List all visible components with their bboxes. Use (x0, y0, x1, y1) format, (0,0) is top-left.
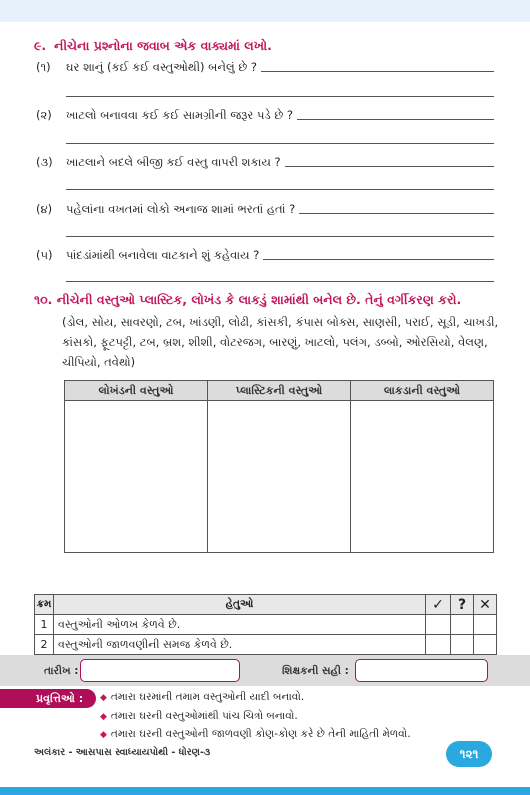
q9-title: નીચેના પ્રશ્નોના જવાબ એક વાક્યમાં લખો. (54, 38, 272, 53)
q10-number: ૧૦. (34, 292, 53, 307)
column-header-iron: લોખંડની વસ્તુઓ (65, 381, 208, 401)
answer-line[interactable] (66, 96, 494, 97)
q9-heading (34, 38, 272, 54)
answer-line[interactable] (285, 166, 494, 167)
q10-heading (34, 292, 461, 308)
cross-icon: ✕ (474, 595, 497, 615)
question-number: (૩) (36, 155, 53, 169)
column-header-plastic: પ્લાસ્ટિકની વસ્તુઓ (208, 381, 351, 401)
date-label: તારીખ : (44, 665, 79, 677)
q10-title: નીચેની વસ્તુઓ પ્લાસ્ટિક, લોખંડ કે લાકડું શામાંથી બનેલ છે. તેનું વર્ગીકરણ કરો. (56, 292, 462, 307)
answer-line[interactable] (261, 71, 494, 72)
question-mark-icon: ? (451, 595, 474, 615)
answer-line[interactable] (66, 281, 494, 282)
column-header-wood: લાકડાની વસ્તુઓ (351, 381, 494, 401)
objective-text: વસ્તુઓની જાળવણીની સમજ કેળવે છે. (54, 635, 426, 655)
teacher-signature-label: શિક્ષકની સહી : (282, 665, 349, 677)
check-cell[interactable] (426, 615, 451, 635)
question-number: (૫) (36, 248, 53, 262)
question-row (36, 108, 494, 123)
check-icon: ✓ (426, 595, 451, 615)
question-number: (૧) (36, 60, 51, 74)
answer-line[interactable] (66, 236, 494, 237)
question-text: પહેલાંના વખતમાં લોકો અનાજ શામાં ભરતાં હતાં ? (66, 202, 296, 216)
bullet-icon: ◆ (100, 712, 107, 722)
answer-line[interactable] (297, 119, 494, 120)
objective-number: 2 (35, 635, 54, 655)
bullet-icon: ◆ (100, 730, 107, 740)
answer-line[interactable] (299, 213, 494, 214)
cross-cell[interactable] (474, 615, 497, 635)
objective-text: વસ્તુઓની ઓળખ કેળવે છે. (54, 615, 426, 635)
objective-number-header: ક્રમ (35, 595, 54, 615)
footer-book-title: અલંકાર - આસપાસ સ્વાધ્યાયપોથી - ધોરણ-૩ (34, 747, 211, 758)
question-text: ખાટલાને બદલે બીજી કઈ વસ્તુ વાપરી શકાય ? (66, 155, 281, 169)
top-band (0, 0, 530, 22)
classification-table (64, 380, 494, 553)
question-number: (૨) (36, 108, 52, 122)
activity-item (100, 728, 411, 741)
answer-line[interactable] (66, 143, 494, 144)
wood-items-cell[interactable] (351, 401, 494, 553)
activity-text: તમારા ઘરની વસ્તુઓમાંથી પાંચ ચિત્રો બનાવો. (110, 710, 298, 722)
question-row (36, 155, 494, 170)
q10-item-list: (ડોલ, સોય, સાવરણો, ટબ, ખાંડણી, લોઢી, કાંસકી, કંપાસ બોક્સ, સાણસી, પરાઈ, સૂડી, ચાખડી, કાંસકો, ફૂટપટ્ટી, ટબ, બ્રશ, શીશી, વોટરજગ, બારણું, ખાટલો, પલંગ, ડબ્બો, ઓરસિયો, વેલણ, ચીપિયો, તવેથો) (62, 315, 499, 369)
objectives-header: હેતુઓ (54, 595, 426, 615)
page-number-badge: ૧૨૧ (446, 741, 492, 767)
iron-items-cell[interactable] (65, 401, 208, 553)
activity-item (100, 691, 304, 704)
question-row (36, 60, 494, 75)
bullet-icon: ◆ (100, 693, 107, 703)
question-text: ઘર શાનું (કઈ કઈ વસ્તુઓથી) બનેલું છે ? (66, 60, 257, 74)
question-number: (૪) (36, 202, 53, 216)
answer-line[interactable] (66, 189, 494, 190)
plastic-items-cell[interactable] (208, 401, 351, 553)
objective-number: 1 (35, 615, 54, 635)
answer-line[interactable] (263, 259, 494, 260)
objectives-table (34, 594, 497, 655)
check-cell[interactable] (426, 635, 451, 655)
question-row (36, 202, 494, 217)
activity-text: તમારા ઘરમાંની તમામ વસ્તુઓની યાદી બનાવો. (110, 691, 305, 703)
date-field[interactable] (80, 659, 240, 682)
activity-item (100, 710, 298, 723)
activities-label: પ્રવૃત્તિઓ : (0, 689, 96, 708)
table-row (35, 635, 497, 655)
activity-text: તમારા ઘરની વસ્તુઓની જાળવણી કોણ-કોણ કરે છે તેની માહિતી મેળવો. (110, 728, 411, 740)
question-row (36, 248, 494, 263)
q9-number: ૯. (34, 38, 47, 53)
teacher-signature-field[interactable] (355, 659, 488, 682)
question-text: ખાટલો બનાવવા કઈ કઈ સામગ્રીની જરૂર પડે છે ? (66, 108, 294, 122)
question-cell[interactable] (451, 635, 474, 655)
question-text: પાંદડાંમાંથી બનાવેલા વાટકાને શું કહેવાય ? (66, 248, 260, 262)
cross-cell[interactable] (474, 635, 497, 655)
bottom-strip (0, 787, 530, 795)
table-row (35, 615, 497, 635)
question-cell[interactable] (451, 615, 474, 635)
